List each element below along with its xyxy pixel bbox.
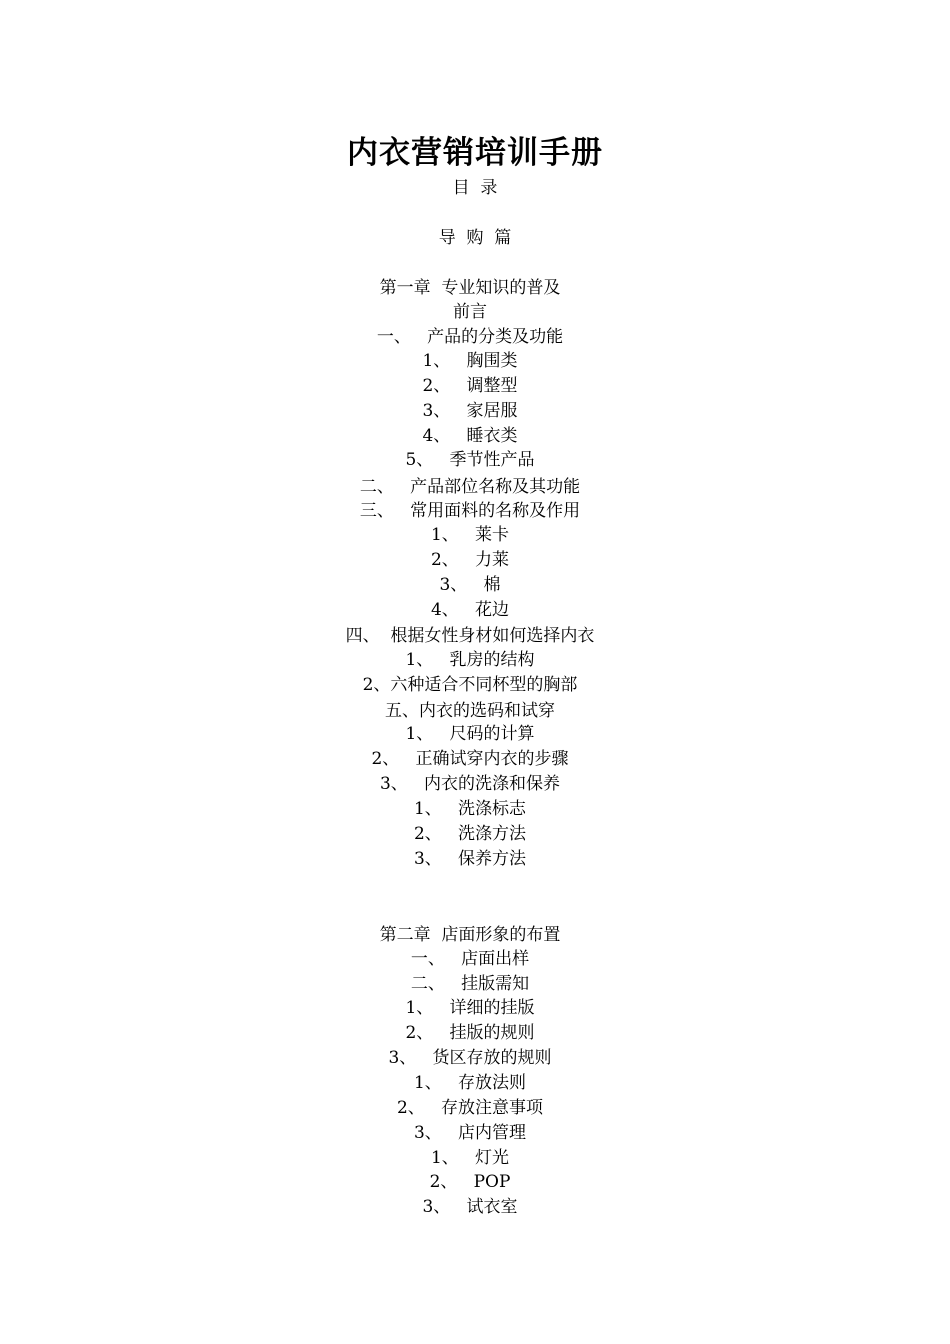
toc-entry: 一、 产品的分类及功能	[376, 327, 564, 347]
toc-entry: 1、 详细的挂版	[405, 998, 535, 1018]
toc-entry: 2、 POP	[429, 1172, 511, 1192]
toc-entry: 4、 花边	[430, 600, 510, 620]
toc-entry: 3、 家居服	[422, 401, 518, 421]
part-heading: 导 购 篇	[438, 228, 512, 248]
toc-entry: 三、 常用面料的名称及作用	[359, 501, 581, 521]
toc-entry: 前言	[453, 302, 487, 322]
toc-entry: 二、 挂版需知	[410, 974, 530, 994]
toc-entry: 五、内衣的选码和试穿	[385, 701, 555, 721]
toc-entry: 四、 根据女性身材如何选择内衣	[345, 626, 595, 646]
toc-entry: 2、 存放注意事项	[396, 1098, 544, 1118]
toc-entry: 二、 产品部位名称及其功能	[359, 477, 581, 497]
toc-entry: 3、 试衣室	[422, 1197, 518, 1217]
toc-entry: 5、 季节性产品	[405, 450, 535, 470]
toc-entry: 4、 睡衣类	[422, 426, 518, 446]
toc-entry: 2、 力莱	[430, 550, 510, 570]
toc-entry: 2、 正确试穿内衣的步骤	[371, 749, 569, 769]
document-title: 内衣营销培训手册	[347, 135, 603, 171]
toc-entry: 1、 灯光	[430, 1148, 510, 1168]
toc-entry: 3、 保养方法	[413, 849, 527, 869]
toc-entry: 2、 挂版的规则	[405, 1023, 535, 1043]
toc-entry: 3、 棉	[439, 575, 501, 595]
toc-entry: 1、 尺码的计算	[405, 724, 535, 744]
toc-entry: 2、 洗涤方法	[413, 824, 527, 844]
toc-entry: 一、 店面出样	[410, 949, 530, 969]
toc-entry: 1、 胸围类	[422, 351, 518, 371]
toc-entry: 1、 存放法则	[413, 1073, 527, 1093]
toc-entry: 2、六种适合不同杯型的胸部	[362, 675, 578, 695]
toc-entry: 1、 洗涤标志	[413, 799, 527, 819]
toc-entry: 3、 货区存放的规则	[388, 1048, 552, 1068]
toc-entry: 1、 乳房的结构	[405, 650, 535, 670]
toc-entry: 3、 店内管理	[413, 1123, 527, 1143]
toc-entry: 1、 莱卡	[430, 525, 510, 545]
toc-entry: 2、 调整型	[422, 376, 518, 396]
toc-chapter-heading: 第二章 店面形象的布置	[379, 925, 561, 945]
toc-entry: 3、 内衣的洗涤和保养	[379, 774, 561, 794]
toc-chapter-heading: 第一章 专业知识的普及	[379, 278, 561, 298]
toc-heading: 目 录	[452, 178, 498, 198]
